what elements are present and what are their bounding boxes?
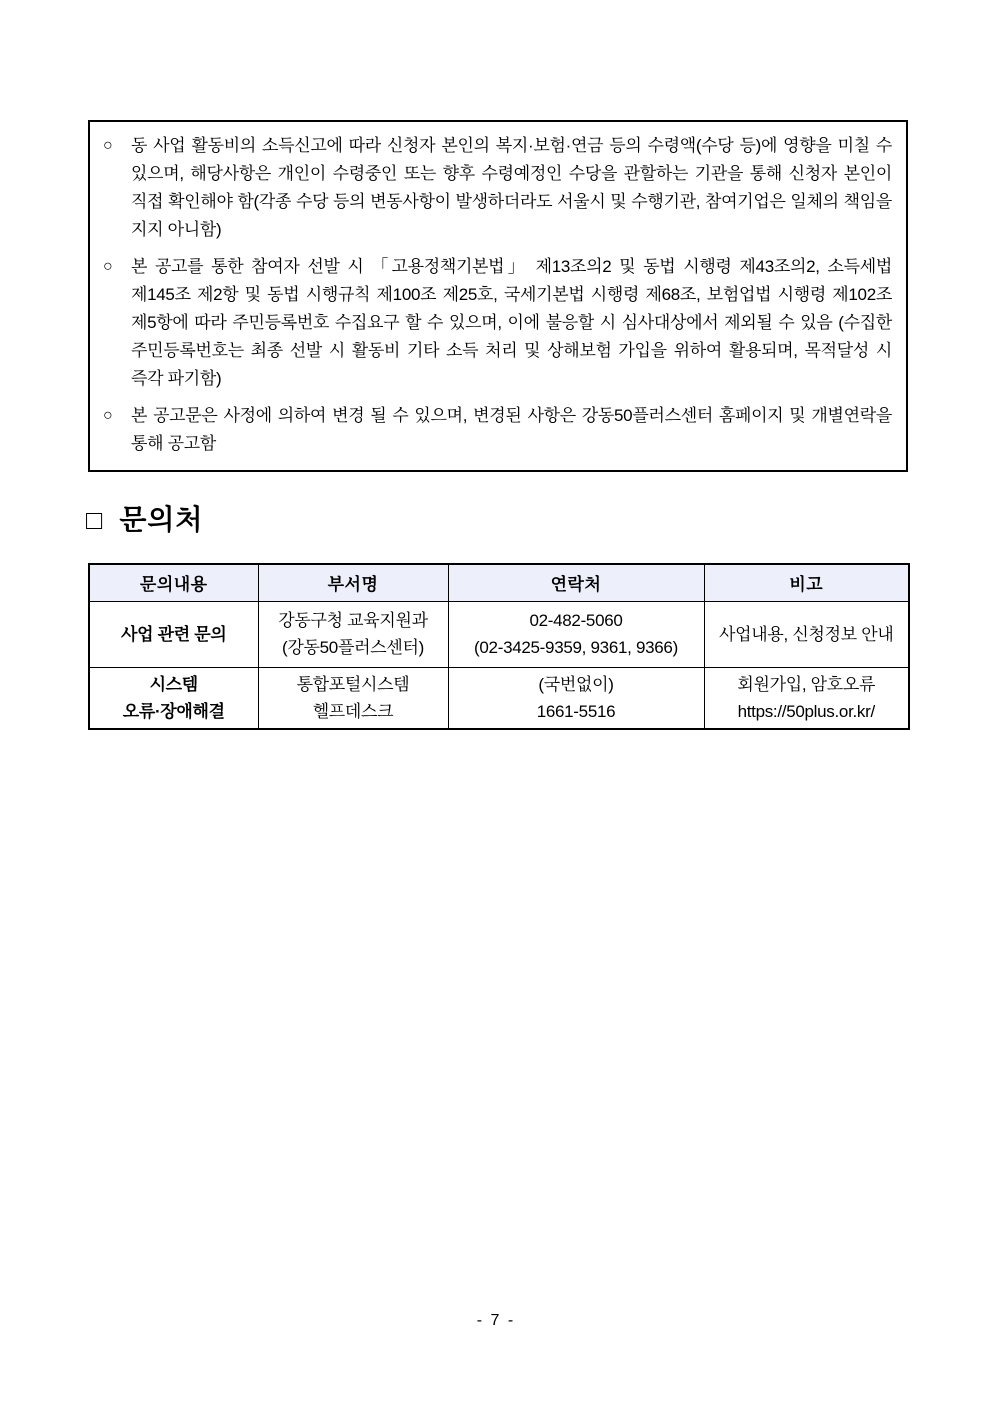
notice-item <box>103 402 892 458</box>
cell-line: 통합포털시스템 <box>296 674 410 694</box>
cell-line: 시스템 <box>149 674 198 694</box>
cell-contact <box>448 667 704 729</box>
col-header-department: 부서명 <box>258 564 448 601</box>
cell-line: 회원가입, 암호오류 <box>737 674 876 694</box>
cell-department <box>258 601 448 667</box>
col-header-note: 비고 <box>704 564 909 601</box>
circle-bullet-icon: ○ <box>103 407 113 424</box>
cell-line: 사업 관련 문의 <box>120 624 227 644</box>
cell-department <box>258 667 448 729</box>
table-header-row <box>89 564 909 601</box>
notice-text-activity-income: 동 사업 활동비의 소득신고에 따라 신청자 본인의 복지·보험·연금 등의 수령액(수당 등)에 영향을 미칠 수 있으며, 해당사항은 개인이 수령중인 또는 향후 수령예정인 수당을 관할하는 기관을 통해 신청자 본인이 직접 확인해야 함(각종 수당 등의 변동사항이 발생하더라도 서울시 및 수행기관, 참여기업은 일체의 책임을 지지 아니함) <box>131 136 892 239</box>
square-bullet-icon: □ <box>86 504 103 535</box>
cell-line: 헬프데스크 <box>312 701 394 721</box>
cell-contact <box>448 601 704 667</box>
notice-box <box>88 120 908 472</box>
notice-item <box>103 132 892 244</box>
circle-bullet-icon: ○ <box>103 258 113 275</box>
cell-line: 오류·장애해결 <box>122 701 225 721</box>
cell-inquiry-type <box>89 667 258 729</box>
cell-inquiry-type <box>89 601 258 667</box>
cell-line: 강동구청 교육지원과 <box>278 611 428 630</box>
phone-number: (02-3425-9359, 9361, 9366) <box>474 638 678 657</box>
phone-number: 1661-5516 <box>536 701 616 721</box>
section-title: 문의처 <box>119 504 204 535</box>
phone-number: 02-482-5060 <box>529 611 623 630</box>
contact-table <box>88 563 910 730</box>
table-row-business-inquiry <box>89 601 909 667</box>
cell-line: 사업내용, 신청정보 안내 <box>719 624 894 644</box>
cell-note <box>704 601 909 667</box>
page-number: - 7 - <box>476 1312 516 1329</box>
col-header-inquiry-type: 문의내용 <box>89 564 258 601</box>
col-header-contact: 연락처 <box>448 564 704 601</box>
website-url: https://50plus.or.kr/ <box>737 701 875 721</box>
cell-line: (국번없이) <box>538 674 614 694</box>
circle-bullet-icon: ○ <box>103 137 113 154</box>
notice-text-resident-number: 본 공고를 통한 참여자 선발 시 「고용정책기본법」 제13조의2 및 동법 시행령 제43조의2, 소득세법 제145조 제2항 및 동법 시행규칙 제100조 제25호, 국세기본법 시행령 제68조, 보험업법 시행령 제102조 제5항에 따라 주민등록번호 수집요구 할 수 있으며, 이에 불응할 시 심사대상에서 제외될 수 있음 (수집한 주민등록번호는 최종 선발 시 활동비 기타 소득 처리 및 상해보험 가입을 위하여 활용되며, 목적달성 시 즉각 파기함) <box>131 257 892 388</box>
cell-line: (강동50플러스센터) <box>282 638 424 657</box>
table-row-system-error <box>89 667 909 729</box>
notice-item <box>103 253 892 393</box>
notice-text-change-notice: 본 공고문은 사정에 의하여 변경 될 수 있으며, 변경된 사항은 강동50플러스센터 홈페이지 및 개별연락을 통해 공고함 <box>131 406 892 453</box>
section-heading-contact <box>86 506 203 534</box>
cell-note <box>704 667 909 729</box>
